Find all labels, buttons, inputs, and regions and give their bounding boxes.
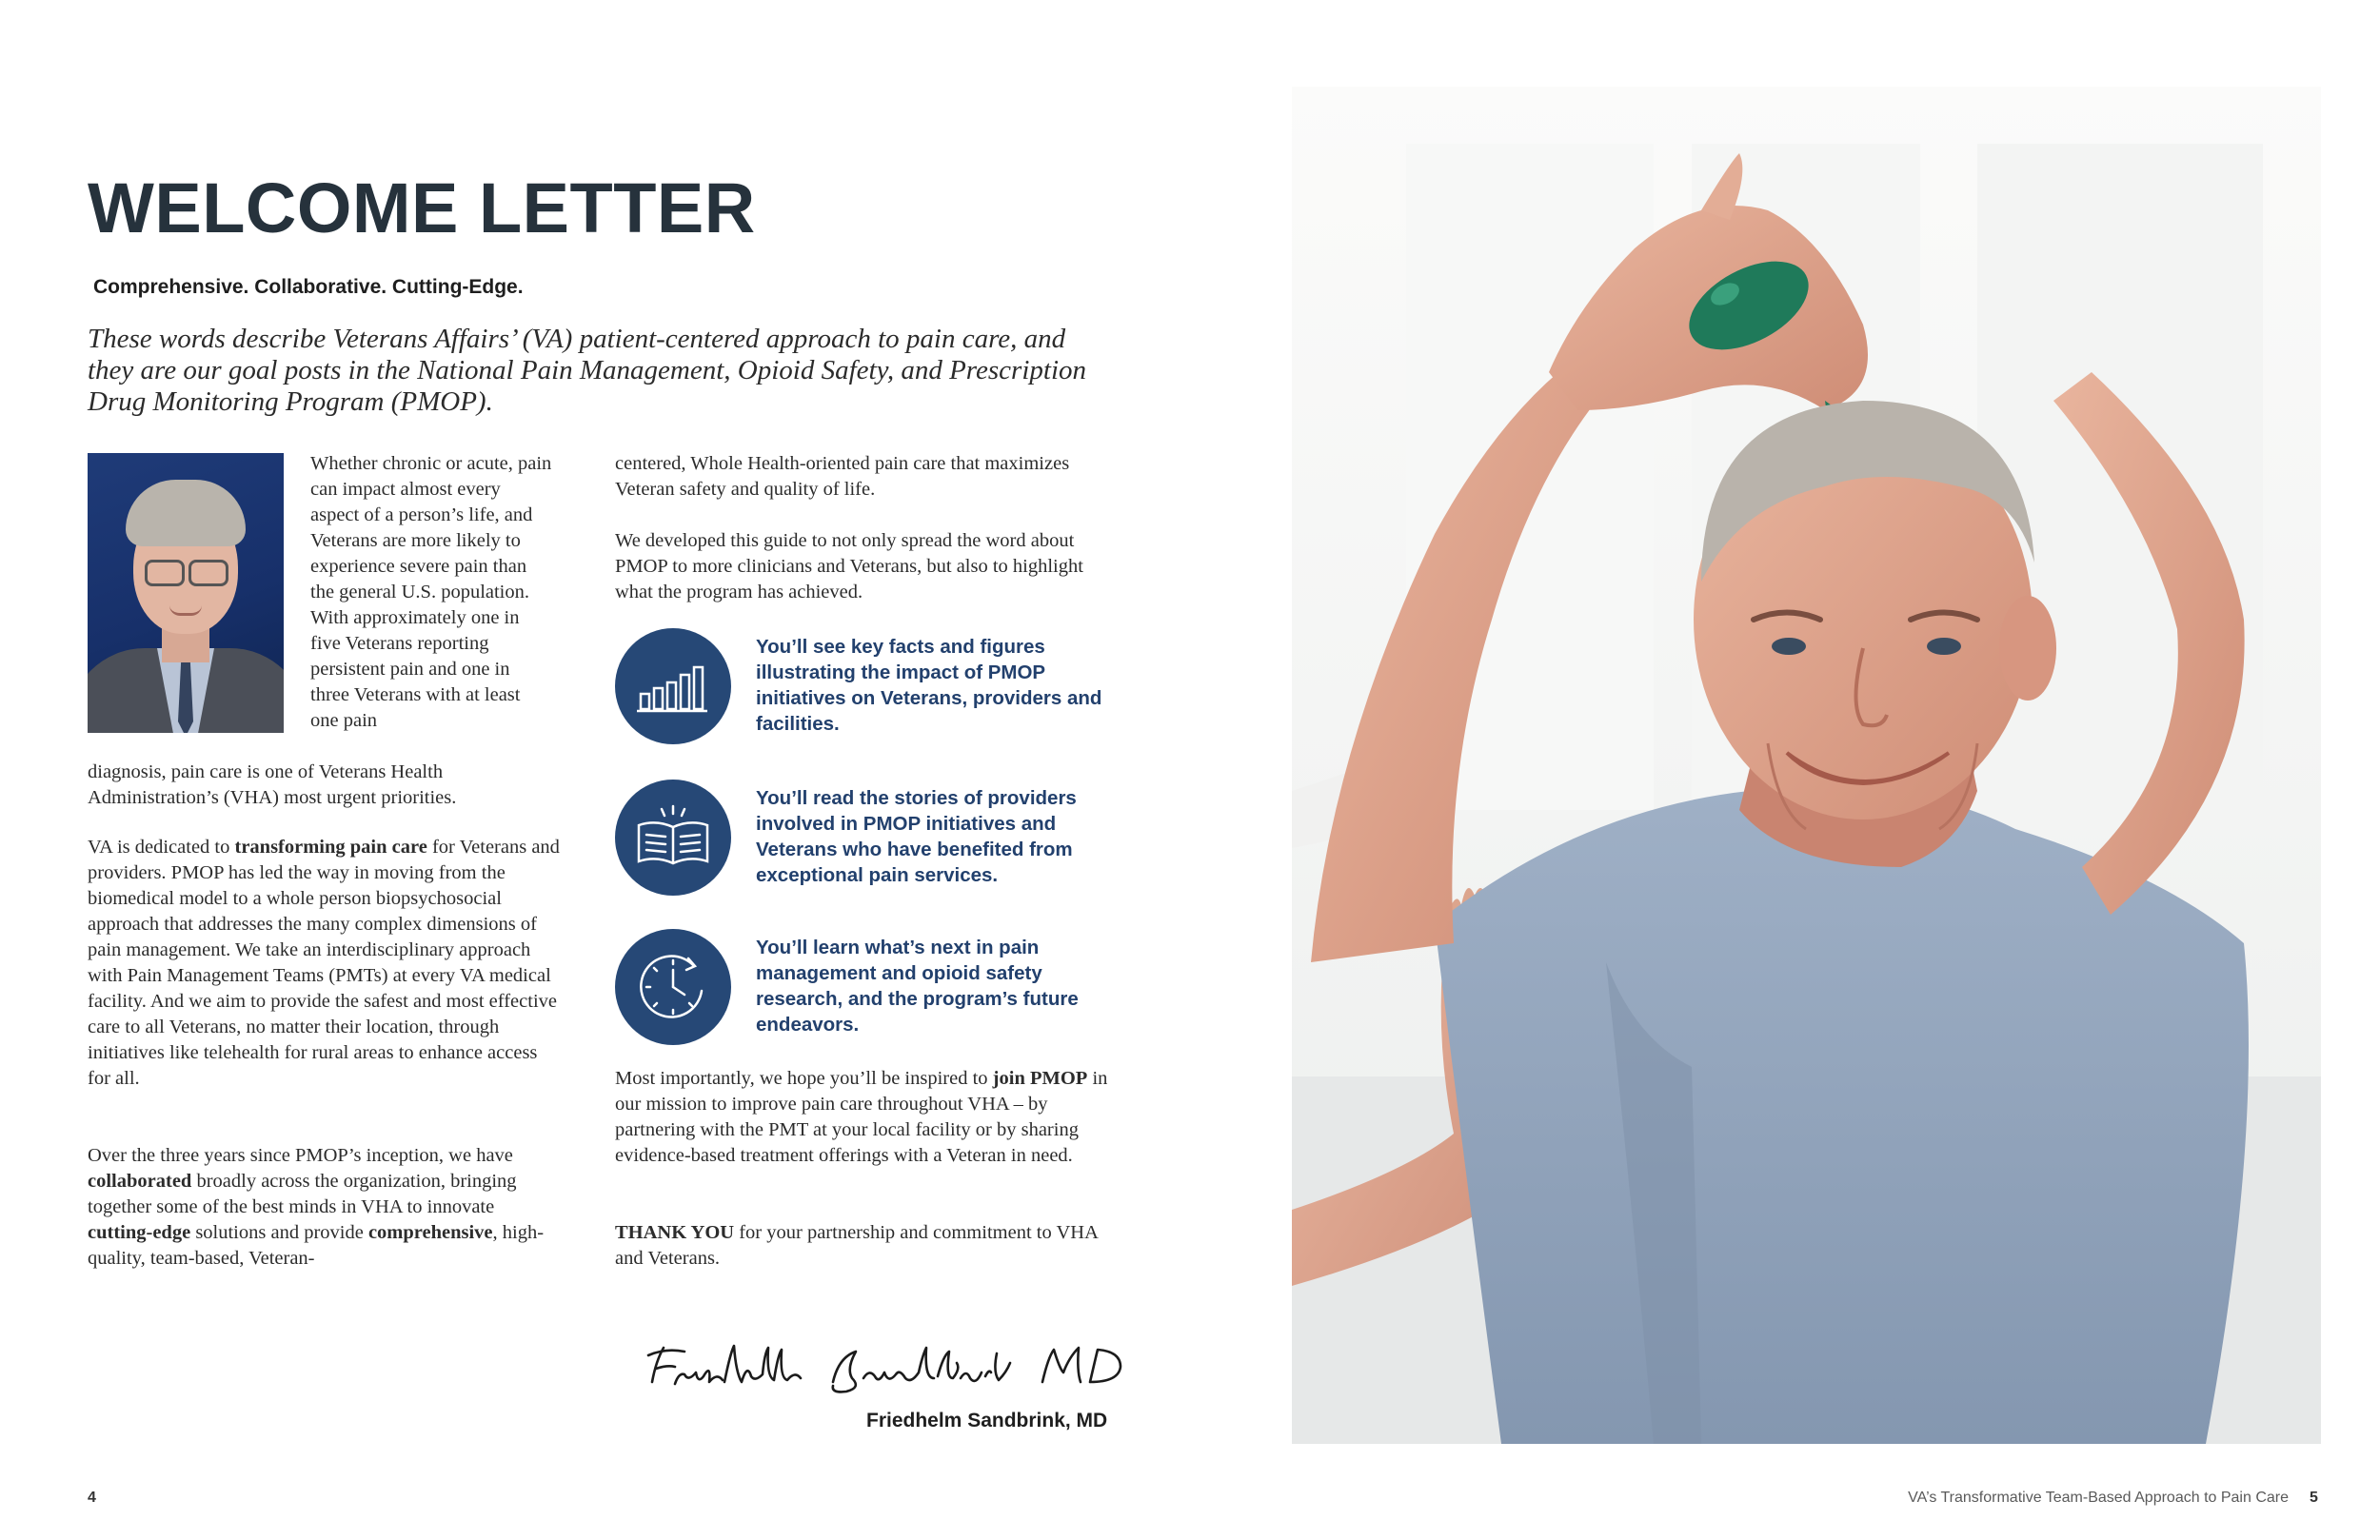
body-paragraph-4: centered, Whole Health-oriented pain care that maximizes Veteran safety and quality of life. <box>615 453 1070 500</box>
page-title: WELCOME LETTER <box>88 168 756 247</box>
tagline: Comprehensive. Collaborative. Cutting-Edge. <box>93 276 524 298</box>
footer-title: VA’s Transformative Team-Based Approach to Pain Care <box>1908 1490 2289 1506</box>
body-paragraph-2: VA is dedicated to transforming pain care for Veterans and providers. PMOP has led the way in moving from the biomedical model to a whole person biopsychosocial approach that addresses the many complex dimensions of pain management. We take an interdisciplinary approach with Pain Management Teams (PMTs) at every VA medical facility. And we aim to provide the safest and most effective care to all Veterans, no matter their location, through initiatives like telehealth for rural areas to enhance access for all. <box>88 837 560 1089</box>
feature-stories <box>615 780 1129 898</box>
body-paragraph-5: We developed this guide to not only spread the word about PMOP to more clinicians and Veterans, but also to highlight what the program has achieved. <box>615 530 1083 602</box>
clock-icon <box>615 929 731 1045</box>
author-portrait <box>88 453 284 733</box>
body-paragraph-6: Most importantly, we hope you’ll be inspired to join PMOP in our mission to improve pain care throughout VHA – by partnering with the PMT at your local facility or by sharing evidence-based treatment offerings with a Veteran in need. <box>615 1068 1108 1166</box>
page-number-right: 5 <box>2310 1490 2318 1506</box>
intro-paragraph: These words describe Veterans Affairs’ (VA) patient-centered approach to pain care, and they are our goal posts in the National Pain Management, Opioid Safety, and Prescription Drug Monitoring Program (PMOP). <box>88 324 1086 417</box>
body-paragraph-1-continued: diagnosis, pain care is one of Veterans Health Administration’s (VHA) most urgent priorities. <box>88 761 457 808</box>
feature-next <box>615 929 1129 1047</box>
feature-next-text: You’ll learn what’s next in pain management and opioid safety research, and the program’s future endeavors. <box>756 937 1079 1036</box>
body-paragraph-7: THANK YOU for your partnership and commitment to VHA and Veterans. <box>615 1222 1098 1269</box>
hero-photo-veteran-exercising <box>1292 87 2321 1444</box>
handwritten-signature <box>643 1334 1128 1403</box>
body-paragraph-3: Over the three years since PMOP’s inception, we have collaborated broadly across the organization, bringing together some of the best minds in VHA to innovate cutting-edge solutions and provide comprehensive, high-quality, team-based, Veteran- <box>88 1145 545 1269</box>
open-book-icon <box>615 780 731 896</box>
body-paragraph-1: Whether chronic or acute, pain can impact almost every aspect of a person’s life, and Veterans are more likely to experience severe pain than the general U.S. population. With approximately one in five Veterans reporting persistent pain and one in three Veterans with at least one pain <box>310 453 552 731</box>
page-number-left: 4 <box>88 1490 96 1506</box>
signer-name: Friedhelm Sandbrink, MD <box>866 1410 1108 1431</box>
feature-facts <box>615 628 1129 746</box>
bar-chart-icon <box>615 628 731 744</box>
feature-facts-text: You’ll see key facts and figures illustrating the impact of PMOP initiatives on Veterans, providers and facilities. <box>756 636 1102 735</box>
feature-stories-text: You’ll read the stories of providers involved in PMOP initiatives and Veterans who have benefited from exceptional pain services. <box>756 787 1077 886</box>
